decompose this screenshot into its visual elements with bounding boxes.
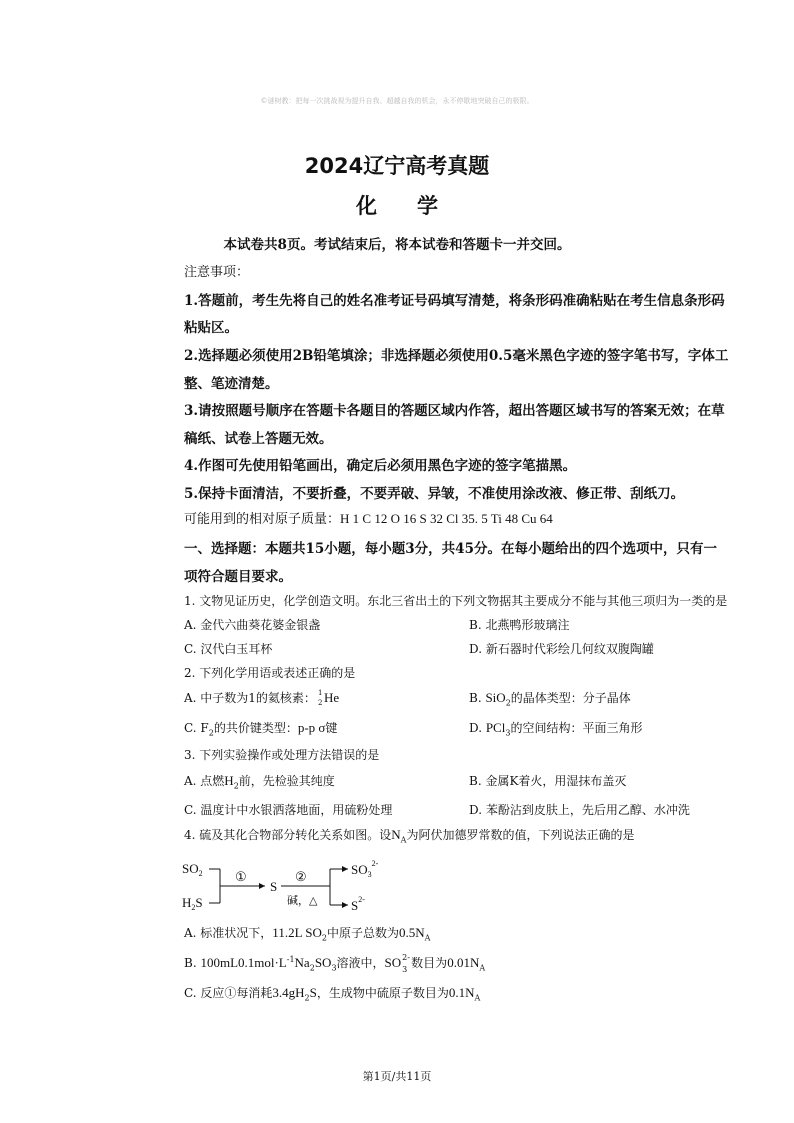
page-footer: 第1页/共11页 xyxy=(362,1070,432,1083)
q4-stem-na: N xyxy=(391,827,401,842)
q2-element-symbol: He xyxy=(323,690,340,705)
q2-nuclide-indices xyxy=(316,688,324,707)
diagram-so2: $SO_2$ xyxy=(182,861,203,878)
sulfur-conversion-diagram xyxy=(180,855,390,915)
q4-option-b xyxy=(184,954,485,972)
q3-a-subscript: 2 xyxy=(233,781,239,791)
q4-c-value-2: S xyxy=(309,985,317,1000)
q3-a-formula: H xyxy=(224,773,234,788)
q4-b-subscript-2: 3 xyxy=(331,963,337,973)
note-3-line-1: 3.请按照题号顺序在答题卡各题目的答题区域内作答，超出答题区域书写的答案无效；在草 xyxy=(184,403,725,419)
q3-a-text: 前，先检验其纯度 xyxy=(238,774,335,788)
q4-b-prefix: B. xyxy=(184,956,201,970)
q4-c-na: 0.1N xyxy=(448,985,475,1000)
diagram-step-2: ② xyxy=(295,869,307,884)
section-1-line-2: 项符合题目要求。 xyxy=(184,569,292,585)
q4-stem-na-subscript: A xyxy=(400,835,407,845)
q2-mass-number: 1 xyxy=(317,688,323,697)
q4-a-prefix: A. 标准状况下， xyxy=(184,926,273,940)
note-2-line-1: 2.选择题必须使用2B铅笔填涂；非选择题必须使用0.5毫米黑色字迹的签字笔书写，字体工 xyxy=(184,348,729,364)
diagram-arrowhead-top xyxy=(342,866,348,872)
exam-title: 2024辽宁高考真题 xyxy=(304,154,490,178)
q3-option-a xyxy=(184,772,335,790)
section-1-line-1: 一、选择题：本题共15小题，每小题3分，共45分。在每小题给出的四个选项中，只有一 xyxy=(184,541,717,557)
q2-d-formula: PCl xyxy=(485,720,506,735)
note-4: 4.作图可先使用铅笔画出，确定后必须用黑色字迹的签字笔描黑。 xyxy=(184,458,577,474)
q4-c-na-subscript: A xyxy=(474,993,481,1003)
q4-b-text-2: 数目为 xyxy=(411,956,448,970)
q1-option-a: A. 金代六曲葵花婆金银盏 xyxy=(184,618,321,632)
q2-stem: 2. 下列化学用语或表述正确的是 xyxy=(184,666,356,680)
note-2-line-2: 整、笔迹清楚。 xyxy=(184,376,279,392)
q2-c-subscript: 2 xyxy=(208,728,214,738)
q2-b-subscript: 2 xyxy=(505,698,511,708)
q4-stem-text: 为阿伏加德罗常数的值，下列说法正确的是 xyxy=(406,828,635,842)
q4-b-na-subscript: A xyxy=(479,963,486,973)
q4-b-ion-indices xyxy=(401,952,411,974)
q4-b-text: 溶液中， xyxy=(336,956,385,970)
q2-d-subscript: 3 xyxy=(505,728,511,738)
q2-c-bond: p-p σ xyxy=(297,720,326,735)
q4-stem-prefix: 4. 硫及其化合物部分转化关系如图。设 xyxy=(184,828,392,842)
q4-c-value: 3.4gH xyxy=(272,985,305,1000)
note-5: 5.保持卡面清洁，不要折叠，不要弄破、异皱，不准使用涂改液、修正带、刮纸刀。 xyxy=(184,486,685,502)
diagram-arrowhead-bottom xyxy=(342,902,348,908)
note-1-line-2: 粘贴区。 xyxy=(184,320,238,336)
q3-a-prefix: A. 点燃 xyxy=(184,774,225,788)
q2-option-b xyxy=(469,689,631,707)
q4-b-value-3: SO xyxy=(314,955,332,970)
q3-stem: 3. 下列实验操作或处理方法错误的是 xyxy=(184,748,380,762)
q4-a-na-subscript: A xyxy=(424,933,431,943)
note-1-line-1: 1.答题前，考生先将自己的姓名准考证号码填写清楚，将条形码准确粘贴在考生信息条形码 xyxy=(184,293,725,309)
q4-a-subscript: 2 xyxy=(321,933,327,943)
diagram-s: S xyxy=(270,879,278,894)
notes-heading: 注意事项： xyxy=(184,265,250,280)
q4-c-subscript: 2 xyxy=(304,993,310,1003)
q1-option-d: D. 新石器时代彩绘几何纹双腹陶罐 xyxy=(469,642,654,656)
q3-option-b: B. 金属K着火，用湿抹布盖灭 xyxy=(469,774,627,788)
exam-intro: 本试卷共8页。考试结束后，将本试卷和答题卡一并交回。 xyxy=(223,237,571,253)
q4-b-superscript: -1 xyxy=(286,955,295,964)
q3-option-d: D. 苯酚沾到皮肤上，先后用乙醇、水冲洗 xyxy=(469,803,690,817)
diagram-condition: 碱，△ xyxy=(287,894,318,907)
watermark-text: ©谜树教：把每一次挑战视为提升自我、超越自我的机会，永不停歇地突破自己的极限。 xyxy=(260,97,534,105)
diagram-h2s: $H_2S$ xyxy=(182,895,203,912)
q4-b-value: 100mL0.1mol·L xyxy=(200,955,287,970)
q2-d-text: 的空间结构：平面三角形 xyxy=(510,721,643,735)
q2-c-text: 的共价键类型： xyxy=(213,721,298,735)
q1-stem: 1. 文物见证历史，化学创造文明。东北三省出土的下列文物据其主要成分不能与其他三项归为一类的是 xyxy=(184,594,728,608)
q4-option-a xyxy=(184,924,430,942)
diagram-s2: $S^{2-}$ xyxy=(351,895,365,913)
q1-option-b: B. 北燕鸭形玻璃注 xyxy=(469,618,570,632)
atomic-mass-line xyxy=(184,508,553,527)
atomic-mass-label: 可能用到的相对原子质量： xyxy=(184,512,341,527)
q2-d-prefix: D. xyxy=(469,721,486,735)
q4-b-subscript-1: 2 xyxy=(309,963,315,973)
q4-a-na: 0.5N xyxy=(399,925,425,940)
q4-b-ion-subscript: 3 xyxy=(402,964,408,974)
q4-c-prefix: C. 反应①每消耗 xyxy=(184,986,273,1000)
q2-option-a-text: A. 中子数为1的氦核素： xyxy=(184,691,316,705)
q2-option-d xyxy=(469,719,642,737)
q4-a-value: 11.2L SO xyxy=(272,925,322,940)
q2-b-prefix: B. xyxy=(469,691,486,705)
q4-b-value-2: Na xyxy=(294,955,310,970)
q2-option-a xyxy=(184,689,339,706)
diagram-step-1: ① xyxy=(235,869,247,884)
q4-b-ion: SO xyxy=(384,955,402,970)
subject-heading: 化学 xyxy=(356,194,478,218)
diagram-arrowhead-1 xyxy=(259,883,265,889)
atomic-mass-values: H 1 C 12 O 16 S 32 Cl 35. 5 Ti 48 Cu 64 xyxy=(340,511,553,526)
q4-option-c xyxy=(184,984,480,1002)
q3-option-c: C. 温度计中水银洒落地面，用硫粉处理 xyxy=(184,803,393,817)
q2-b-text: 的晶体类型：分子晶体 xyxy=(510,691,631,705)
q1-option-c: C. 汉代白玉耳杯 xyxy=(184,642,273,656)
q4-c-text: ，生成物中硫原子数目为 xyxy=(316,986,449,1000)
q2-option-c xyxy=(184,719,337,737)
q2-c-prefix: C. F xyxy=(184,721,209,735)
q2-c-end: 键 xyxy=(325,721,338,735)
q2-atomic-number: 2 xyxy=(317,698,323,707)
diagram-so3: $SO_3^{2-}$ xyxy=(351,859,379,879)
q4-stem xyxy=(184,826,634,844)
q4-b-na: 0.01N xyxy=(447,955,480,970)
q4-b-ion-superscript: 2- xyxy=(402,952,410,962)
note-3-line-2: 稿纸、试卷上答题无效。 xyxy=(184,431,333,447)
q4-a-text: 中原子总数为 xyxy=(327,926,400,940)
q2-b-formula: SiO xyxy=(485,690,506,705)
